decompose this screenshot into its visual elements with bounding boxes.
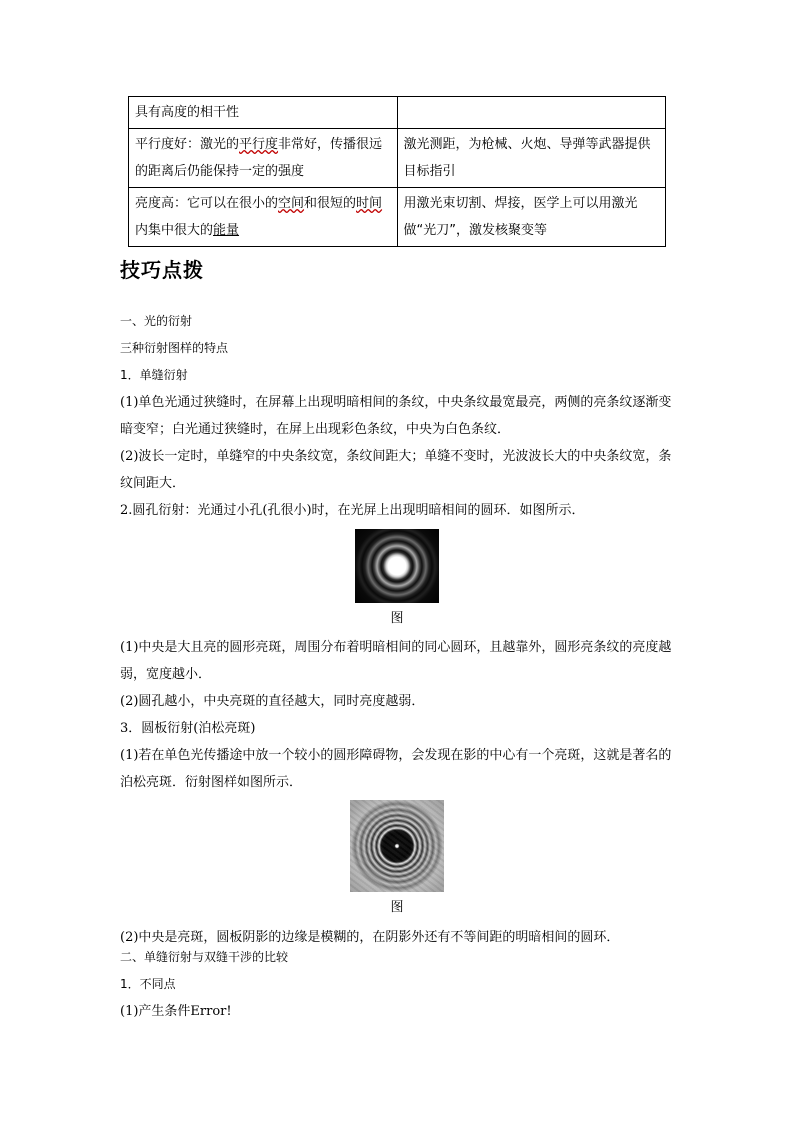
table-cell: [397, 188, 666, 247]
table-row: [129, 129, 666, 188]
cell-text: 亮度高：它可以在很小的: [135, 196, 279, 211]
section-title: 二、单缝衍射与双缝干涉的比较: [120, 950, 289, 964]
cell-text: 非常好，传播很远的距离后仍能保持一定的强度: [135, 137, 383, 179]
figure-caption: 图: [390, 611, 404, 626]
figure-caption: 图: [390, 900, 404, 915]
item-title: 3．圆板衍射(泊松亮斑): [120, 721, 256, 736]
table-cell: [397, 129, 666, 188]
paragraph: (2)中央是亮斑，圆板阴影的边缘是模糊的，在阴影外还有不等间距的明暗相间的圆环．: [120, 930, 620, 945]
item-title: 1．单缝衍射: [120, 368, 188, 382]
cell-text: 平行度好：激光的: [135, 137, 240, 152]
table-cell: [129, 188, 398, 247]
cell-text: 内集中很大的: [135, 223, 214, 238]
cell-text: 激光测距，为枪械、火炮、导弹等武器提供目标指引: [403, 137, 651, 179]
cell-text: 具有高度的相干性: [135, 105, 240, 120]
circular-aperture-diffraction-image: [355, 529, 439, 603]
section-subtitle: 三种衍射图样的特点: [120, 341, 229, 355]
cell-text: 和很短的: [304, 196, 357, 211]
cell-text-underlined: 能量: [213, 223, 240, 238]
section-heading: 技巧点拨: [120, 258, 204, 282]
table-row: [129, 188, 666, 247]
item-title: 2.圆孔衍射：光通过小孔(孔很小)时，在光屏上出现明暗相间的圆环．如图所示．: [120, 503, 585, 518]
laser-properties-table: [128, 96, 666, 247]
paragraph: (1)中央是大且亮的圆形亮斑，周围分布着明暗相间的同心圆环，且越靠外，圆形亮条纹的亮度越弱，宽度越小．: [120, 640, 672, 682]
paragraph: (1)单色光通过狭缝时，在屏幕上出现明暗相间的条纹，中央条纹最宽最亮，两侧的亮条纹逐渐变暗变窄；白光通过狭缝时，在屏上出现彩色条纹，中央为白色条纹．: [120, 395, 672, 437]
paragraph: (2)圆孔越小，中央亮斑的直径越大，同时亮度越弱．: [120, 694, 425, 709]
paragraph: (1)若在单色光传播途中放一个较小的圆形障碍物，会发现在影的中心有一个亮斑，这就是著名的泊松亮斑．衍射图样如图所示．: [120, 748, 672, 790]
table-cell: [129, 129, 398, 188]
section-title: 一、光的衍射: [120, 314, 193, 328]
poisson-spot-diffraction-image: [350, 800, 444, 892]
cell-text: 用激光束切割、焊接，医学上可以用激光做“光刀”，激发核聚变等: [403, 196, 638, 238]
cell-text-underlined: 时间: [356, 196, 383, 211]
table-cell: [129, 97, 398, 129]
paragraph: (1)产生条件Error!: [120, 1004, 232, 1019]
table-cell: [397, 97, 666, 129]
cell-text-underlined: 平行度: [239, 137, 279, 152]
paragraph: (2)波长一定时，单缝窄的中央条纹宽，条纹间距大；单缝不变时，光波波长大的中央条纹宽，条纹间距大．: [120, 449, 672, 491]
cell-text-underlined: 空间: [278, 196, 305, 211]
table-row: [129, 97, 666, 129]
item-title: 1．不同点: [120, 977, 176, 991]
